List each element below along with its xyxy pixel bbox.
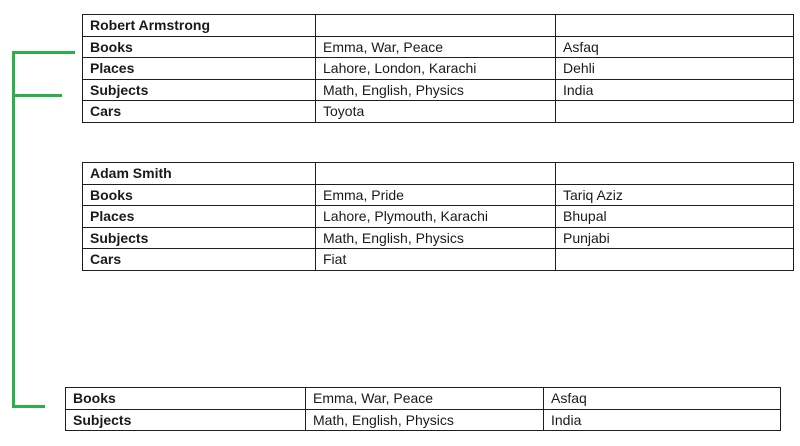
bracket-arm-books-row [12,51,75,54]
cell-value: Lahore, London, Karachi [316,58,556,80]
cell-label: Subjects [83,79,316,101]
cell-person-name: Robert Armstrong [83,15,316,37]
cell-label: Places [83,206,316,228]
cell-label: Books [83,36,316,58]
cell-value: Asfaq [556,36,794,58]
table-row [83,58,794,80]
table-row [83,249,794,271]
cell-value: Dehli [556,58,794,80]
cell-value: Math, English, Physics [306,409,544,431]
table-row [83,163,794,185]
cell-value: India [556,79,794,101]
table-robert-armstrong [82,14,794,123]
cell-label: Books [83,184,316,206]
cell-value: India [544,409,781,431]
cell-value: Emma, War, Peace [316,36,556,58]
table-row [83,36,794,58]
cell-value: Punjabi [556,227,794,249]
cell-label: Books [66,388,306,410]
table-row [83,15,794,37]
cell-value: Fiat [316,249,556,271]
cell-label: Cars [83,101,316,123]
cell-value [556,163,794,185]
cell-value: Math, English, Physics [316,227,556,249]
cell-value [556,101,794,123]
bracket-vertical-line [12,51,15,408]
table-row [83,227,794,249]
cell-value [556,15,794,37]
cell-value: Emma, Pride [316,184,556,206]
cell-value: Tariq Aziz [556,184,794,206]
cell-value [556,249,794,271]
table-row [83,206,794,228]
cell-value: Bhupal [556,206,794,228]
table-common-values [65,387,781,431]
table-row [66,409,781,431]
cell-label: Cars [83,249,316,271]
cell-value: Math, English, Physics [316,79,556,101]
table-row [66,388,781,410]
table-adam-smith [82,162,794,271]
cell-value: Emma, War, Peace [306,388,544,410]
cell-person-name: Adam Smith [83,163,316,185]
cell-value [316,163,556,185]
table-row [83,101,794,123]
table-row [83,79,794,101]
cell-value: Lahore, Plymouth, Karachi [316,206,556,228]
cell-label: Subjects [66,409,306,431]
cell-value [316,15,556,37]
bracket-arm-subjects-row [12,94,62,97]
table-row [83,184,794,206]
cell-label: Places [83,58,316,80]
bracket-arm-common-table [12,405,45,408]
cell-label: Subjects [83,227,316,249]
cell-value: Asfaq [544,388,781,410]
cell-value: Toyota [316,101,556,123]
